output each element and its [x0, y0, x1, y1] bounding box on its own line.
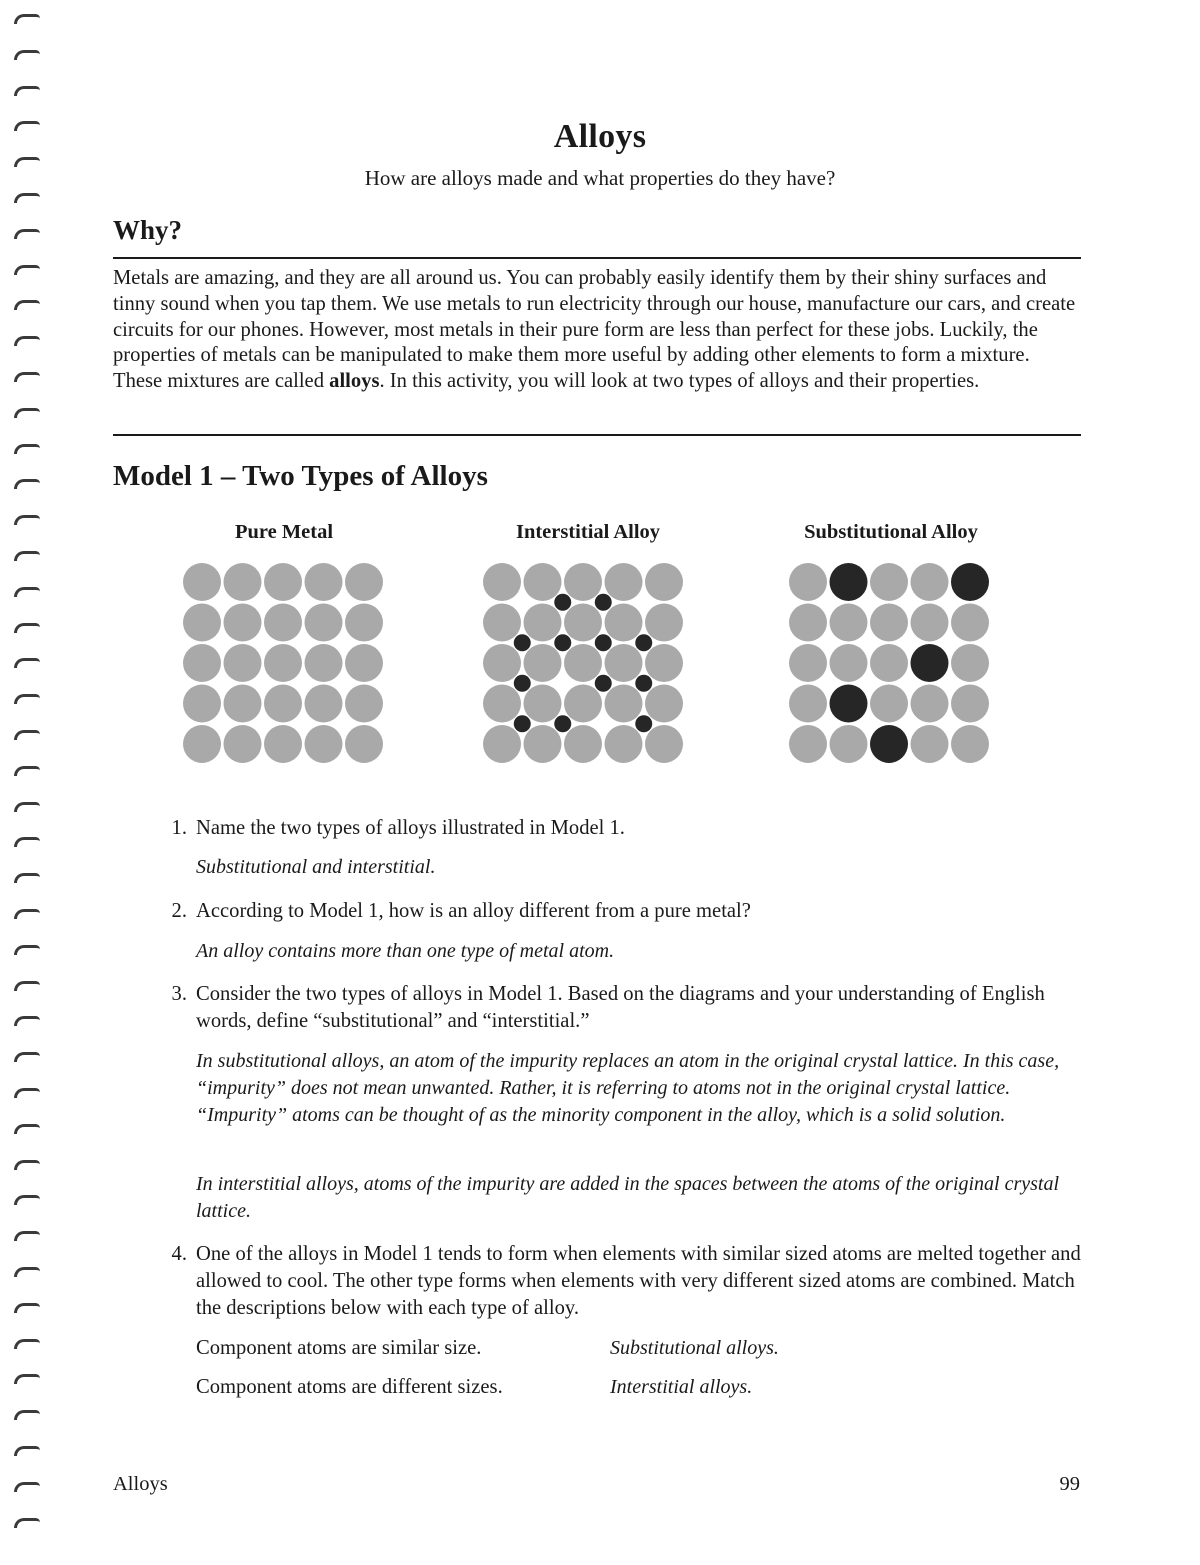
interstitial-atom — [635, 715, 652, 732]
host-atom — [524, 725, 562, 763]
host-atom — [305, 725, 343, 763]
binding-ring — [14, 265, 40, 275]
intro-paragraph — [113, 266, 1081, 395]
binding-ring — [14, 1195, 40, 1205]
binding-ring — [14, 1446, 40, 1456]
match-description-2: Component atoms are different sizes. — [196, 1376, 503, 1398]
host-atom — [870, 685, 908, 723]
question-number: 1. — [171, 817, 187, 839]
interstitial-atom — [635, 634, 652, 651]
match-description-1: Component atoms are similar size. — [196, 1337, 482, 1359]
binding-ring — [14, 551, 40, 561]
host-atom — [911, 725, 949, 763]
host-atom — [951, 644, 989, 682]
host-atom — [564, 725, 602, 763]
host-atom — [605, 725, 643, 763]
binding-ring — [14, 1088, 40, 1098]
match-answer-2: Interstitial alloys. — [610, 1376, 753, 1398]
intro-text-1: Metals are amazing, and they are all around us. You can probably easily identify them by their shiny surfaces and tinny sound when you tap them. We use metals to run electricity through our house, manufacture our cars, and create circuits for our phones. However, most metals in their pure form are less than perfect for these jobs. Luckily, the properties of metals can be manipulated to make them more useful by adding other elements to form a mixture. These mixtures are called — [113, 267, 1076, 393]
binding-ring — [14, 336, 40, 346]
question-number: 4. — [171, 1243, 187, 1265]
host-atom — [870, 563, 908, 601]
host-atom — [224, 604, 262, 642]
host-atom — [224, 644, 262, 682]
binding-ring — [14, 945, 40, 955]
match-answer-1: Substitutional alloys. — [610, 1337, 779, 1359]
binding-ring — [14, 408, 40, 418]
host-atom — [605, 685, 643, 723]
impurity-atom — [951, 563, 989, 601]
binding-ring — [14, 444, 40, 454]
host-atom — [605, 563, 643, 601]
impurity-atom — [911, 644, 949, 682]
interstitial-atom — [514, 634, 531, 651]
substitutional-alloy-lattice — [786, 560, 996, 770]
impurity-atom — [830, 685, 868, 723]
binding-ring — [14, 193, 40, 203]
host-atom — [911, 604, 949, 642]
binding-ring — [14, 1124, 40, 1134]
question-2 — [165, 898, 1085, 925]
host-atom — [483, 563, 521, 601]
interstitial-atom — [595, 675, 612, 692]
answer-3a: In substitutional alloys, an atom of the impurity replaces an atom in the original crystal lattice. In this case, “impurity” does not mean unwanted. Rather, it is referring to atoms not in the original crystal lattice. “Impurity” atoms can be thought of as the minority component in the alloy, which is a solid solution. — [196, 1050, 1060, 1126]
question-text: Consider the two types of alloys in Model 1. Based on the diagrams and your understanding of English words, define “substitutional” and “interstitial.” — [196, 983, 1045, 1032]
host-atom — [183, 563, 221, 601]
binding-ring — [14, 730, 40, 740]
host-atom — [264, 644, 302, 682]
label-interstitial-alloy: Interstitial Alloy — [515, 521, 661, 543]
question-number: 3. — [171, 983, 187, 1005]
binding-ring — [14, 802, 40, 812]
host-atom — [564, 563, 602, 601]
binding-ring — [14, 694, 40, 704]
host-atom — [305, 644, 343, 682]
host-atom — [645, 563, 683, 601]
host-atom — [870, 604, 908, 642]
question-3 — [165, 981, 1085, 1035]
binding-ring — [14, 1374, 40, 1384]
host-atom — [645, 644, 683, 682]
binding-ring — [14, 372, 40, 382]
model-heading: Model 1 – Two Types of Alloys — [113, 460, 488, 492]
host-atom — [789, 685, 827, 723]
host-atom — [305, 685, 343, 723]
host-atom — [830, 604, 868, 642]
host-atom — [483, 604, 521, 642]
host-atom — [264, 725, 302, 763]
host-atom — [789, 725, 827, 763]
interstitial-atom — [595, 634, 612, 651]
host-atom — [564, 685, 602, 723]
host-atom — [224, 685, 262, 723]
host-atom — [224, 725, 262, 763]
interstitial-atom — [554, 715, 571, 732]
binding-ring — [14, 658, 40, 668]
spiral-binding — [14, 0, 44, 1565]
host-atom — [524, 685, 562, 723]
binding-ring — [14, 1303, 40, 1313]
host-atom — [524, 563, 562, 601]
binding-ring — [14, 909, 40, 919]
host-atom — [305, 604, 343, 642]
answer-1: Substitutional and interstitial. — [196, 856, 436, 878]
host-atom — [564, 604, 602, 642]
interstitial-atom — [595, 594, 612, 611]
label-substitutional-alloy: Substitutional Alloy — [804, 521, 978, 543]
host-atom — [483, 644, 521, 682]
host-atom — [345, 644, 383, 682]
host-atom — [345, 685, 383, 723]
host-atom — [183, 644, 221, 682]
binding-ring — [14, 1052, 40, 1062]
binding-ring — [14, 1267, 40, 1277]
question-text: According to Model 1, how is an alloy different from a pure metal? — [196, 900, 751, 922]
why-heading: Why? — [113, 215, 183, 245]
host-atom — [264, 563, 302, 601]
binding-ring — [14, 587, 40, 597]
impurity-atom — [870, 725, 908, 763]
binding-ring — [14, 981, 40, 991]
divider-bottom — [113, 434, 1081, 436]
binding-ring — [14, 1482, 40, 1492]
divider-top — [113, 257, 1081, 259]
label-pure-metal: Pure Metal — [234, 521, 334, 543]
binding-ring — [14, 1518, 40, 1528]
host-atom — [183, 725, 221, 763]
host-atom — [524, 644, 562, 682]
host-atom — [951, 685, 989, 723]
host-atom — [645, 685, 683, 723]
host-atom — [951, 604, 989, 642]
binding-ring — [14, 86, 40, 96]
interstitial-atom — [554, 634, 571, 651]
host-atom — [830, 644, 868, 682]
host-atom — [483, 725, 521, 763]
interstitial-alloy-lattice — [480, 560, 695, 770]
binding-ring — [14, 1231, 40, 1241]
host-atom — [789, 644, 827, 682]
host-atom — [870, 644, 908, 682]
binding-ring — [14, 1016, 40, 1026]
host-atom — [264, 604, 302, 642]
host-atom — [524, 604, 562, 642]
binding-ring — [14, 1339, 40, 1349]
host-atom — [305, 563, 343, 601]
question-text: One of the alloys in Model 1 tends to form when elements with similar sized atoms are melted together and allowed to cool. The other type forms when elements with very different sized atoms are combined. Match the descriptions below with each type of alloy. — [196, 1243, 1081, 1319]
page-number: 99 — [1059, 1473, 1080, 1495]
binding-ring — [14, 229, 40, 239]
host-atom — [645, 725, 683, 763]
host-atom — [645, 604, 683, 642]
host-atom — [345, 725, 383, 763]
host-atom — [951, 725, 989, 763]
host-atom — [264, 685, 302, 723]
host-atom — [911, 563, 949, 601]
interstitial-atom — [635, 675, 652, 692]
question-number: 2. — [171, 900, 187, 922]
answer-2: An alloy contains more than one type of metal atom. — [196, 940, 615, 962]
host-atom — [224, 563, 262, 601]
host-atom — [483, 685, 521, 723]
pure-metal-lattice — [180, 560, 390, 770]
intro-keyword-alloys: alloys — [329, 370, 380, 393]
binding-ring — [14, 50, 40, 60]
host-atom — [789, 604, 827, 642]
binding-ring — [14, 873, 40, 883]
host-atom — [564, 644, 602, 682]
host-atom — [605, 644, 643, 682]
question-1 — [165, 815, 1085, 842]
interstitial-atom — [554, 594, 571, 611]
intro-text-2: . In this activity, you will look at two types of alloys and their properties. — [379, 370, 980, 393]
host-atom — [605, 604, 643, 642]
binding-ring — [14, 837, 40, 847]
host-atom — [345, 604, 383, 642]
host-atom — [183, 685, 221, 723]
binding-ring — [14, 14, 40, 24]
binding-ring — [14, 623, 40, 633]
host-atom — [911, 685, 949, 723]
answer-3b: In interstitial alloys, atoms of the impurity are added in the spaces between the atoms of the original crystal lattice. — [196, 1173, 1060, 1222]
impurity-atom — [830, 563, 868, 601]
interstitial-atom — [514, 715, 531, 732]
binding-ring — [14, 1160, 40, 1170]
page-subtitle: How are alloys made and what properties do they have? — [364, 166, 836, 190]
page-title: Alloys — [553, 118, 647, 155]
host-atom — [830, 725, 868, 763]
question-4 — [165, 1241, 1085, 1322]
host-atom — [183, 604, 221, 642]
binding-ring — [14, 300, 40, 310]
binding-ring — [14, 1410, 40, 1420]
question-text: Name the two types of alloys illustrated in Model 1. — [196, 817, 625, 839]
binding-ring — [14, 766, 40, 776]
binding-ring — [14, 515, 40, 525]
binding-ring — [14, 479, 40, 489]
interstitial-atom — [514, 675, 531, 692]
host-atom — [345, 563, 383, 601]
footer-title: Alloys — [113, 1473, 168, 1495]
host-atom — [789, 563, 827, 601]
